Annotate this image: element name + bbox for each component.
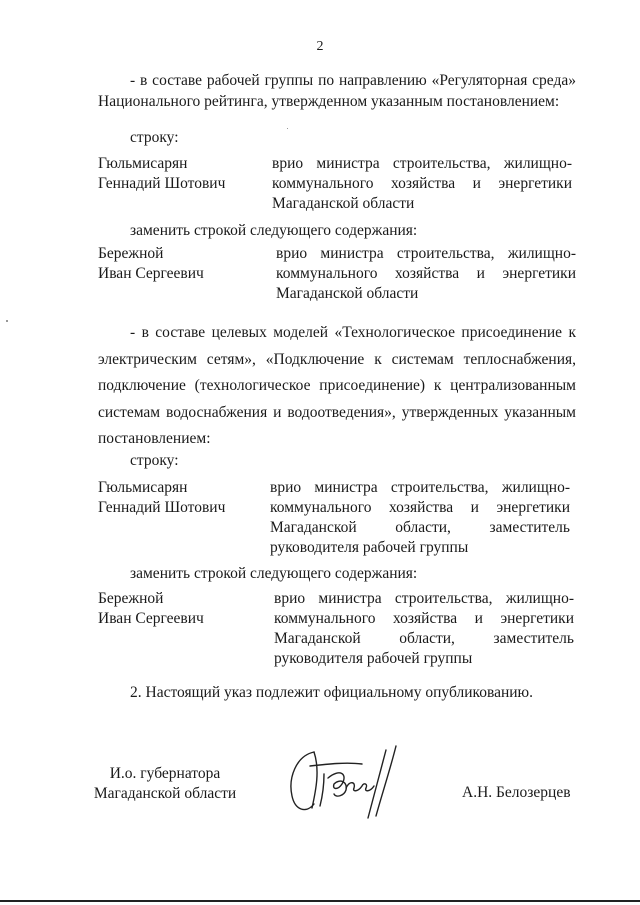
intro-paragraph-1: - в составе рабочей группы по направлению «Регуляторная среда» Национального рейтинга, утвержденном указанным постановлением:	[98, 72, 576, 110]
member-position-1	[272, 154, 572, 214]
signatory-title-line1: И.о. губернатора	[109, 765, 221, 782]
member-name-3	[98, 478, 258, 518]
member-given-names: Иван Сергеевич	[98, 265, 204, 282]
handwritten-signature-icon	[284, 744, 414, 822]
position-text-last: руководителя рабочей группы	[270, 539, 469, 556]
member-surname: Гюльмисарян	[98, 479, 188, 496]
page-number: 2	[316, 39, 324, 54]
intro-paragraph-2: - в составе целевых моделей «Технологическое присоединение к электрическим сетям», «Подключение к системам теплоснабжения, подключение (технологическое присоединение) к централизованным системам водоснабжения и водоотведения», утвержденных указанным постановлением:	[98, 324, 576, 447]
position-text: врио министра строительства, жилищно-коммунального хозяйства и энергетики Магаданской области, заместитель	[274, 590, 574, 647]
member-position-3	[270, 478, 570, 558]
position-text-last: Магаданской области	[272, 195, 415, 212]
scan-speck	[6, 320, 8, 322]
position-text: врио министра строительства, жилищно-коммунального хозяйства и энергетики	[272, 155, 572, 192]
signatory-title	[90, 764, 240, 804]
member-name-2	[98, 244, 258, 284]
member-surname: Бережной	[98, 245, 164, 262]
replace-label-2: заменить строкой следующего содержания:	[130, 565, 418, 582]
position-text-last: руководителя рабочей группы	[274, 650, 473, 667]
signatory-name: А.Н. Белозерцев	[462, 784, 571, 801]
member-given-names: Геннадий Шотович	[98, 499, 226, 516]
row-label-2: строку:	[130, 452, 179, 469]
position-text: врио министра строительства, жилищно-коммунального хозяйства и энергетики Магаданской области, заместитель	[270, 479, 570, 536]
member-position-2	[276, 244, 576, 304]
clause-2: 2. Настоящий указ подлежит официальному опубликованию.	[130, 684, 534, 701]
member-position-4	[274, 589, 574, 669]
position-text: врио министра строительства, жилищно-коммунального хозяйства и энергетики	[276, 245, 576, 282]
scan-edge	[0, 900, 640, 902]
replace-label-1: заменить строкой следующего содержания:	[130, 222, 418, 239]
scan-speck	[287, 128, 288, 129]
member-name-4	[98, 589, 258, 629]
member-given-names: Геннадий Шотович	[98, 175, 226, 192]
position-text-last: Магаданской области	[276, 285, 419, 302]
member-surname: Гюльмисарян	[98, 155, 188, 172]
signatory-title-line2: Магаданской области	[93, 785, 237, 802]
member-name-1	[98, 154, 258, 194]
member-surname: Бережной	[98, 590, 164, 607]
row-label-1: строку:	[130, 129, 179, 146]
member-given-names: Иван Сергеевич	[98, 610, 204, 627]
